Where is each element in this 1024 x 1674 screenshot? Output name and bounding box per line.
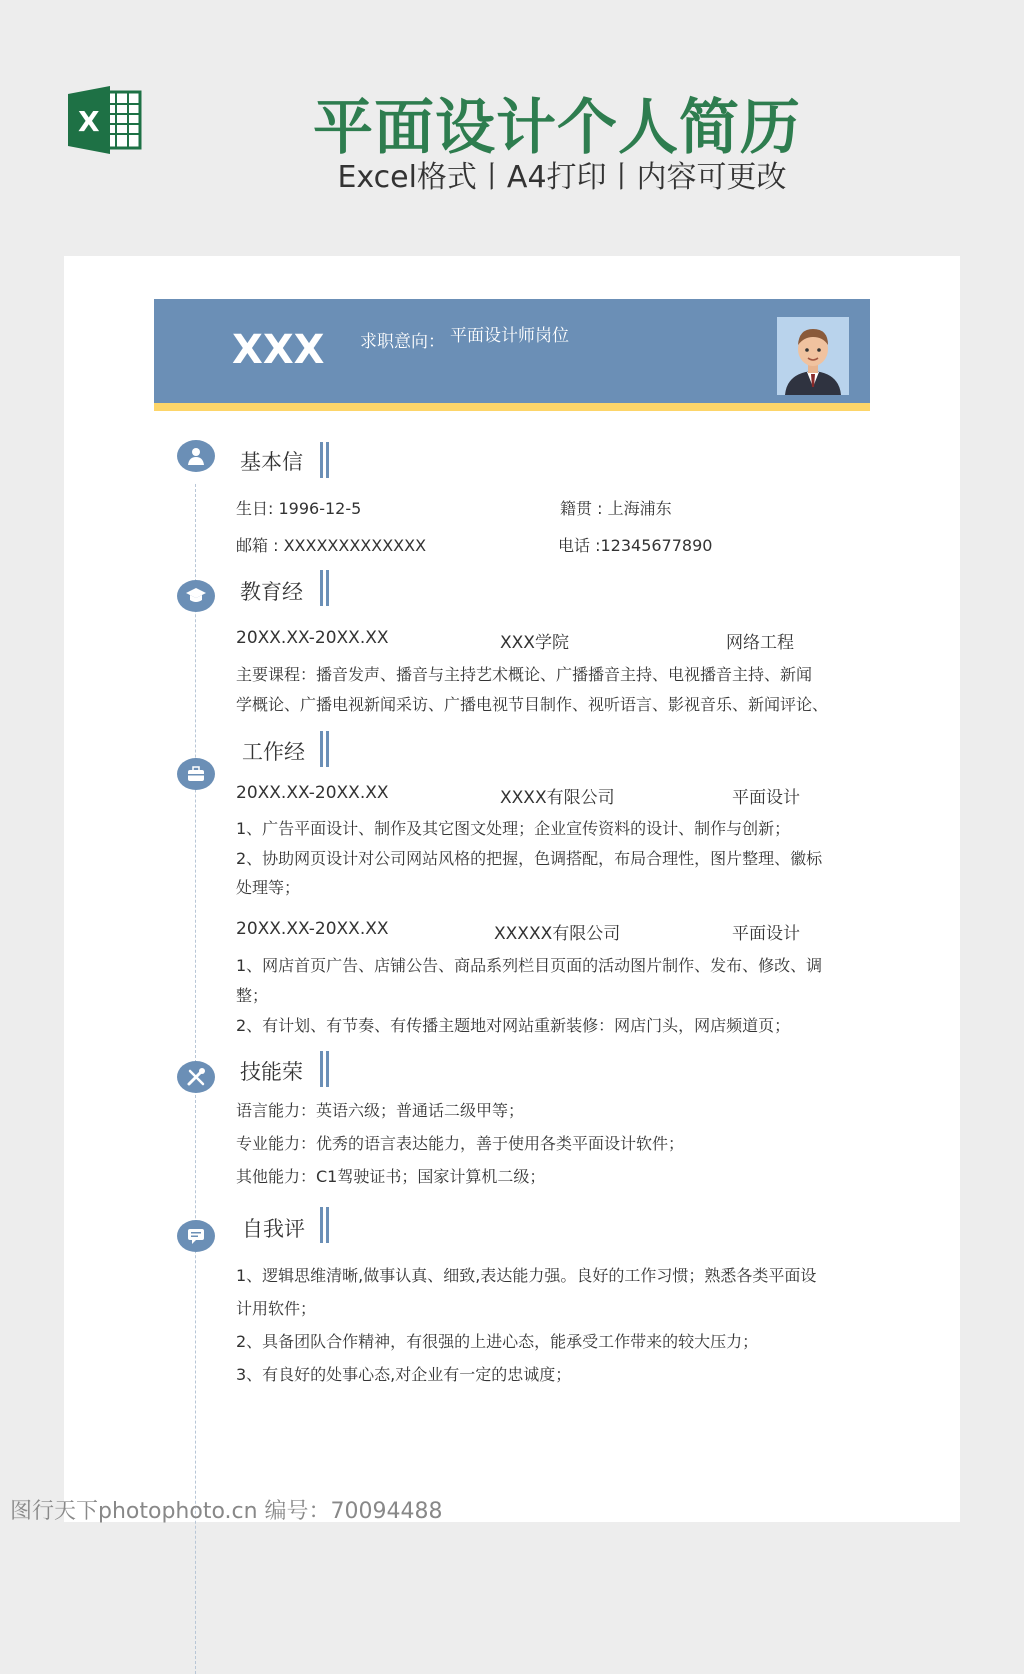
job-company: XXXX有限公司: [500, 788, 615, 808]
section-title-education: 教育经: [240, 580, 303, 604]
briefcase-icon: [177, 758, 215, 790]
svg-text:X: X: [78, 105, 100, 138]
page-subtitle: Excel格式丨A4打印丨内容可更改: [337, 160, 787, 195]
job-duty-line: 2、有计划、有节奏、有传播主题地对网站重新装修：网店门头，网店频道页；: [236, 1016, 791, 1035]
education-period: 20XX.XX-20XX.XX: [236, 628, 389, 648]
header-accent-line: [154, 403, 870, 411]
birthday: 生日: 1996-12-5: [236, 499, 362, 518]
section-divider: [320, 731, 332, 767]
job-company: XXXXX有限公司: [494, 924, 621, 944]
section-divider: [320, 1207, 332, 1243]
resume-paper: [64, 256, 960, 1522]
skill-line: 专业能力：优秀的语言表达能力，善于使用各类平面设计软件；: [236, 1134, 685, 1153]
user-icon: [177, 440, 215, 472]
education-school: XXX学院: [500, 633, 569, 653]
job-intent-value: 平面设计师岗位: [450, 326, 569, 346]
phone: 电话 :12345677890: [558, 536, 713, 555]
hometown: 籍贯 : 上海浦东: [560, 499, 672, 518]
watermark: 图行天下photophoto.cn 编号：70094488: [10, 1499, 443, 1524]
self-eval-line: 计用软件；: [236, 1299, 317, 1318]
resume-header: [154, 299, 870, 403]
section-divider: [320, 442, 332, 478]
job-period: 20XX.XX-20XX.XX: [236, 783, 389, 803]
avatar: [777, 317, 849, 395]
job-duty-line: 1、网店首页广告、店铺公告、商品系列栏目页面的活动图片制作、发布、修改、调: [236, 956, 823, 975]
section-divider: [320, 1051, 332, 1087]
section-title-skills: 技能荣: [240, 1060, 303, 1084]
section-title-basic: 基本信: [240, 450, 303, 474]
education-courses-line: 主要课程：播音发声、播音与主持艺术概论、广播播音主持、电视播音主持、新闻: [236, 665, 813, 684]
email: 邮箱 : XXXXXXXXXXXXX: [236, 536, 427, 555]
graduation-cap-icon: [177, 580, 215, 612]
education-courses-line: 学概论、广播电视新闻采访、广播电视节目制作、视听语言、影视音乐、新闻评论、: [236, 695, 829, 714]
chat-bubble-icon: [177, 1220, 215, 1252]
job-duty-line: 处理等；: [236, 878, 301, 897]
page-title: 平面设计个人简历: [313, 93, 801, 163]
job-duty-line: 2、协助网页设计对公司网站风格的把握，色调搭配，布局合理性，图片整理、徽标: [236, 849, 823, 868]
job-position: 平面设计: [732, 788, 800, 808]
tools-icon: [177, 1061, 215, 1093]
self-eval-line: 1、逻辑思维清晰,做事认真、细致,表达能力强。良好的工作习惯；熟悉各类平面设: [236, 1266, 817, 1285]
job-duty-line: 整；: [236, 986, 269, 1005]
section-title-work: 工作经: [242, 740, 305, 764]
job-period: 20XX.XX-20XX.XX: [236, 919, 389, 939]
job-duty-line: 1、广告平面设计、制作及其它图文处理；企业宣传资料的设计、制作与创新；: [236, 819, 791, 838]
skill-line: 语言能力：英语六级；普通话二级甲等；: [236, 1101, 525, 1120]
job-intent-label: 求职意向：: [360, 332, 445, 352]
skill-line: 其他能力：C1驾驶证书；国家计算机二级；: [236, 1167, 546, 1186]
job-position: 平面设计: [732, 924, 800, 944]
self-eval-line: 3、有良好的处事心态,对企业有一定的忠诚度；: [236, 1365, 572, 1384]
candidate-name: XXX: [232, 327, 325, 373]
section-divider: [320, 570, 332, 606]
section-title-self: 自我评: [242, 1217, 305, 1241]
education-major: 网络工程: [726, 633, 794, 653]
self-eval-line: 2、具备团队合作精神，有很强的上进心态，能承受工作带来的较大压力；: [236, 1332, 759, 1351]
